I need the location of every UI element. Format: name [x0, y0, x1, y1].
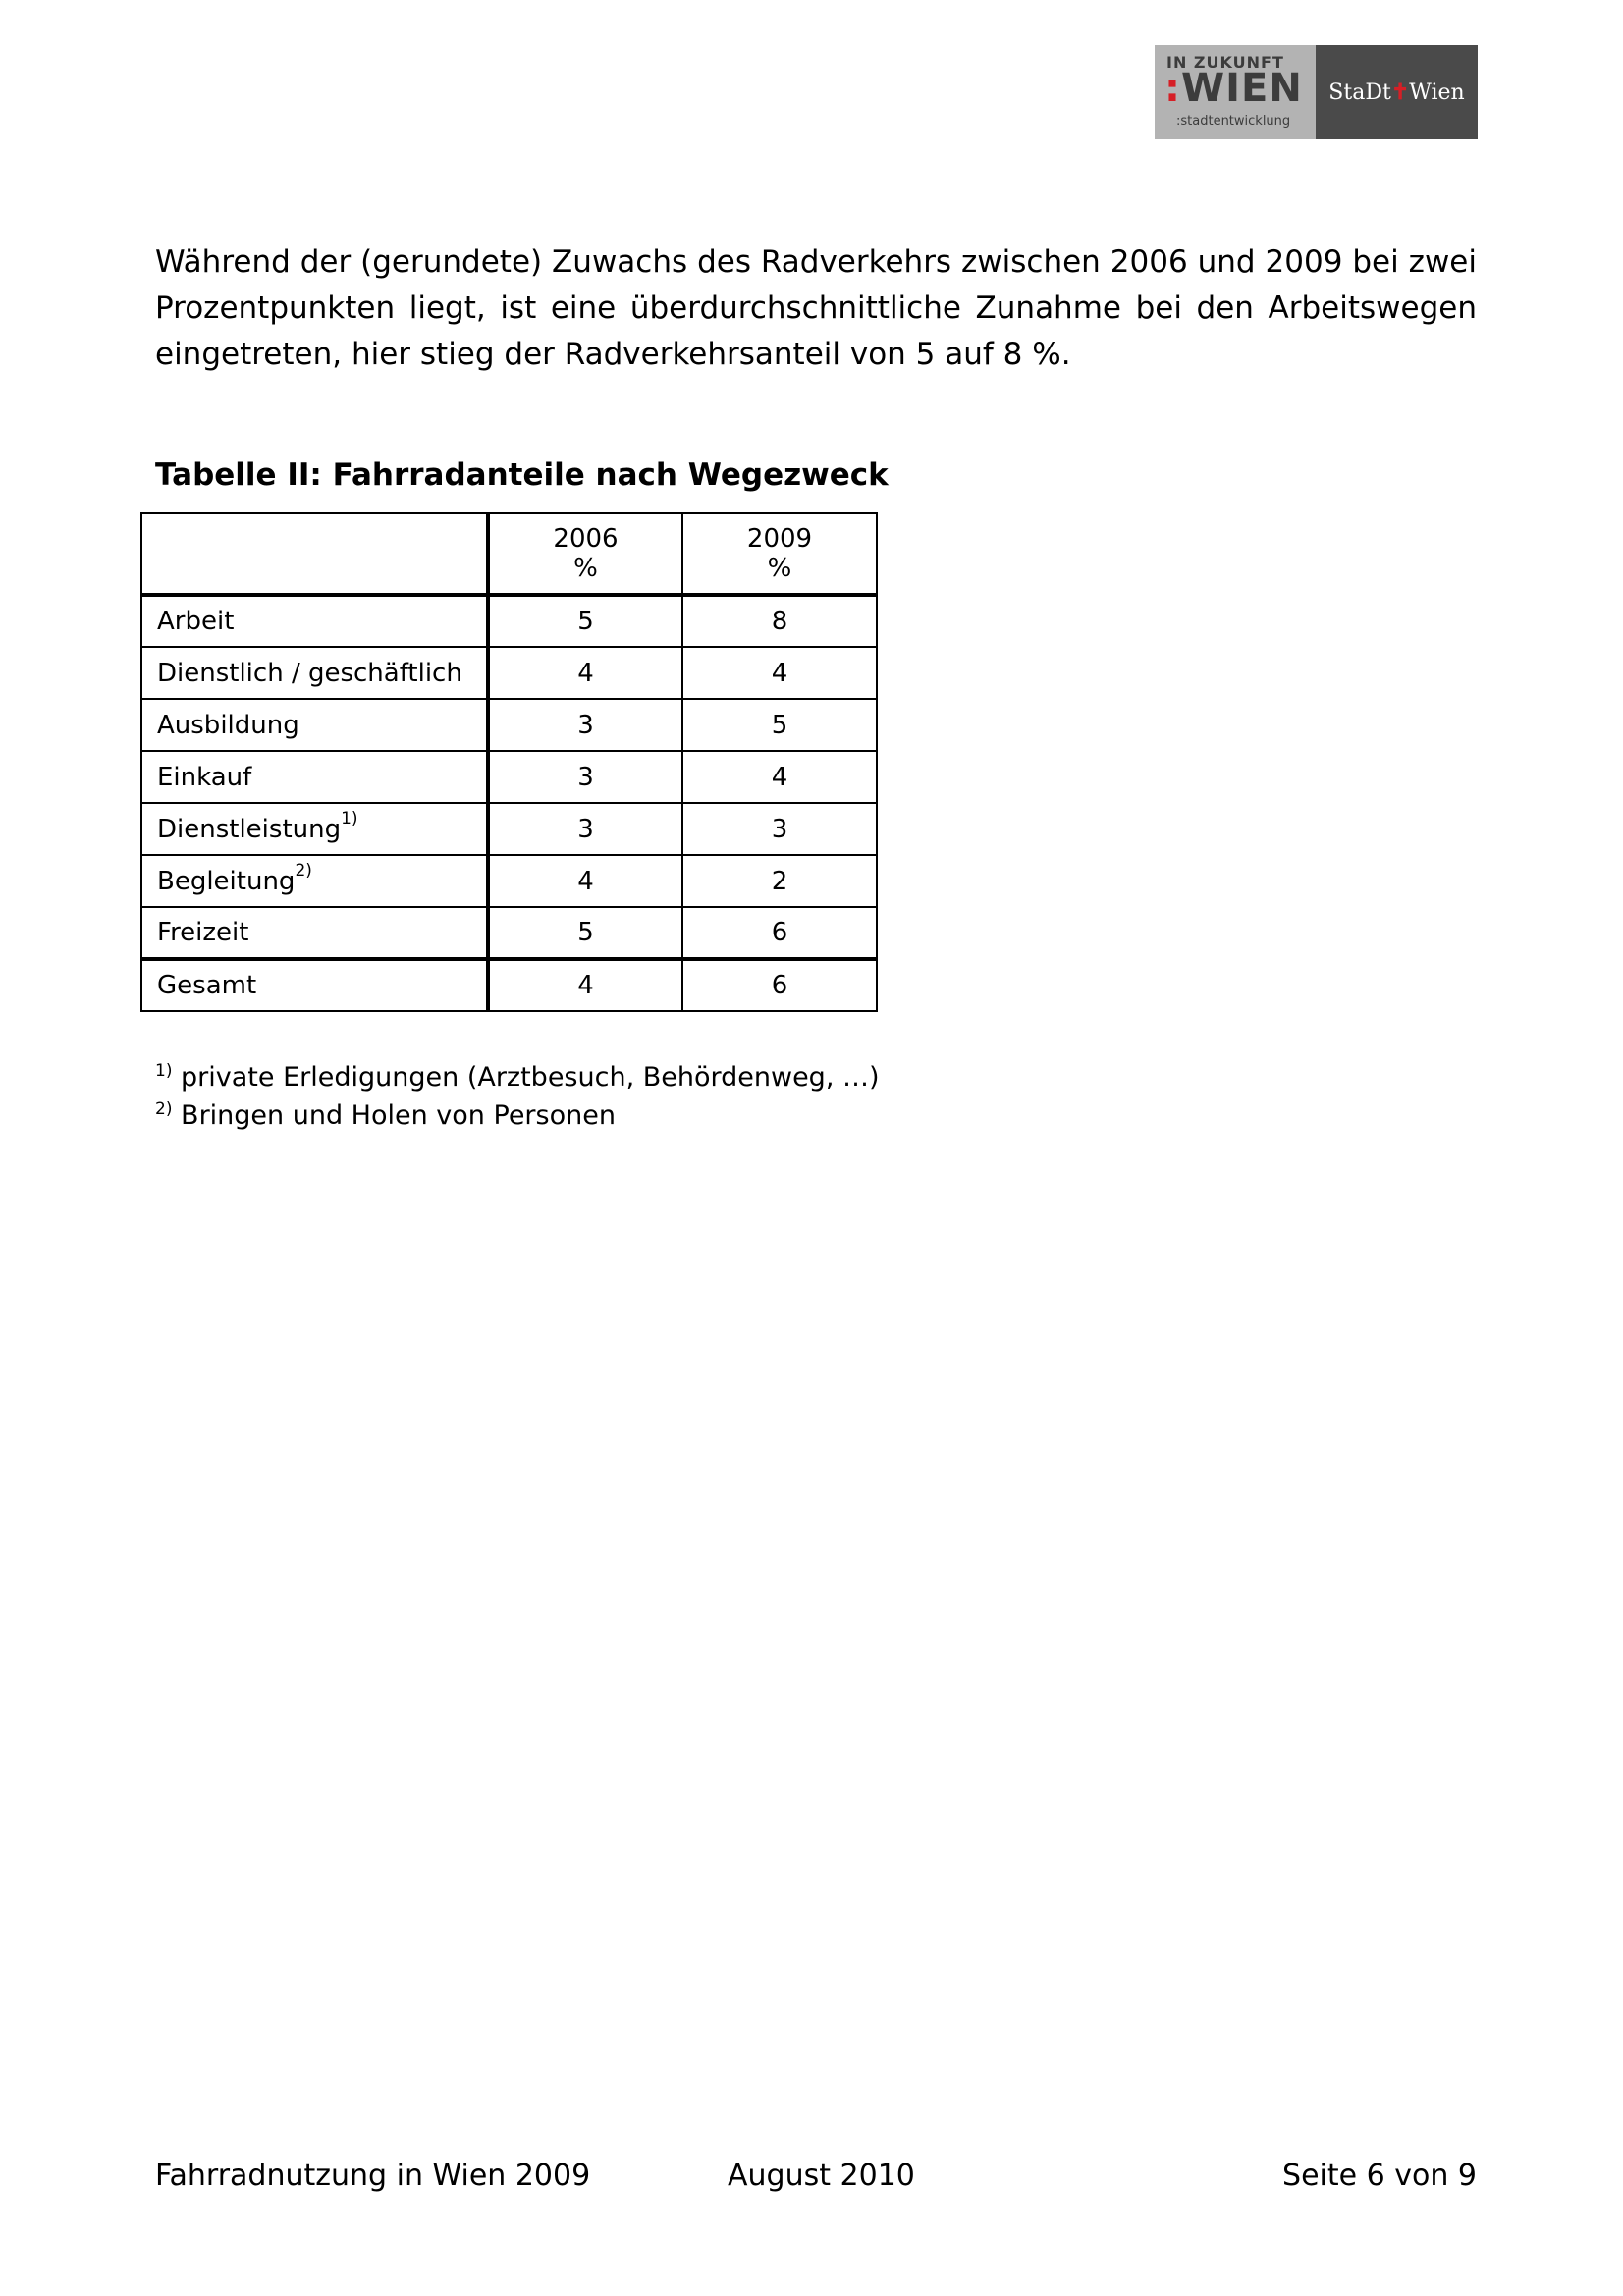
value-2009: 6 [682, 907, 877, 959]
table-row [141, 595, 877, 647]
header-2006: 2006 % [488, 513, 682, 595]
value-2009: 4 [682, 751, 877, 803]
value-2006: 4 [488, 855, 682, 907]
value-2009: 6 [682, 959, 877, 1011]
value-2009: 4 [682, 647, 877, 699]
logo-sub-text: :stadtentwicklung [1176, 114, 1291, 129]
value-2006: 5 [488, 595, 682, 647]
value-2009: 3 [682, 803, 877, 855]
footer-right: Seite 6 von 9 [1282, 2159, 1477, 2193]
table-row [141, 959, 877, 1011]
table-row [141, 647, 877, 699]
table-row [141, 803, 877, 855]
value-2006: 4 [488, 647, 682, 699]
footer-left: Fahrradnutzung in Wien 2009 [155, 2159, 591, 2193]
value-2006: 3 [488, 803, 682, 855]
row-label: Einkauf [141, 751, 488, 803]
footnote-1: $^{1)}$ private Erledigungen (Arztbesuch, Behördenweg, …) [155, 1061, 880, 1093]
city-logo [1155, 45, 1478, 139]
footnote-mark: 2) [295, 860, 312, 881]
value-2009: 5 [682, 699, 877, 751]
table-row [141, 855, 877, 907]
table-row [141, 907, 877, 959]
value-2006: 3 [488, 699, 682, 751]
logo-main-text: :WIEN [1164, 66, 1303, 111]
row-label: Dienstlich / geschäftlich [141, 647, 488, 699]
row-label: Dienstleistung$^{1)}$ [141, 803, 488, 855]
logo-zukunft-wien [1155, 45, 1316, 139]
logo-city-text: StaDt✝Wien [1328, 80, 1465, 105]
value-2009: 8 [682, 595, 877, 647]
footnote-mark: 1) [341, 808, 358, 828]
bicycle-share-table [140, 512, 878, 1012]
header-2009: 2009 % [682, 513, 877, 595]
footnote-2: $^{2)}$ Bringen und Holen von Personen [155, 1099, 616, 1131]
row-label: Gesamt [141, 959, 488, 1011]
row-label: Ausbildung [141, 699, 488, 751]
value-2009: 2 [682, 855, 877, 907]
table-header-row [141, 513, 877, 595]
value-2006: 4 [488, 959, 682, 1011]
value-2006: 5 [488, 907, 682, 959]
value-2006: 3 [488, 751, 682, 803]
cross-icon: ✝ [1390, 80, 1410, 105]
row-label: Arbeit [141, 595, 488, 647]
table-row [141, 699, 877, 751]
header-empty-cell [141, 513, 488, 595]
body-paragraph: Während der (gerundete) Zuwachs des Radverkehrs zwischen 2006 und 2009 bei zwei Prozentpunkten liegt, ist eine überdurchschnittliche Zunahme bei den Arbeitswegen eingetreten, hier stieg der Radverkehrsanteil von 5 auf 8 %. [155, 244, 1477, 372]
row-label: Begleitung$^{2)}$ [141, 855, 488, 907]
table-row [141, 751, 877, 803]
row-label: Freizeit [141, 907, 488, 959]
logo-stadt-wien [1316, 45, 1478, 139]
logo-top-text: IN ZUKUNFT [1166, 53, 1284, 72]
table-title: Tabelle II: Fahrradanteile nach Wegezweck [155, 457, 889, 493]
footer-center: August 2010 [728, 2159, 915, 2193]
footnotes [155, 1058, 880, 1135]
